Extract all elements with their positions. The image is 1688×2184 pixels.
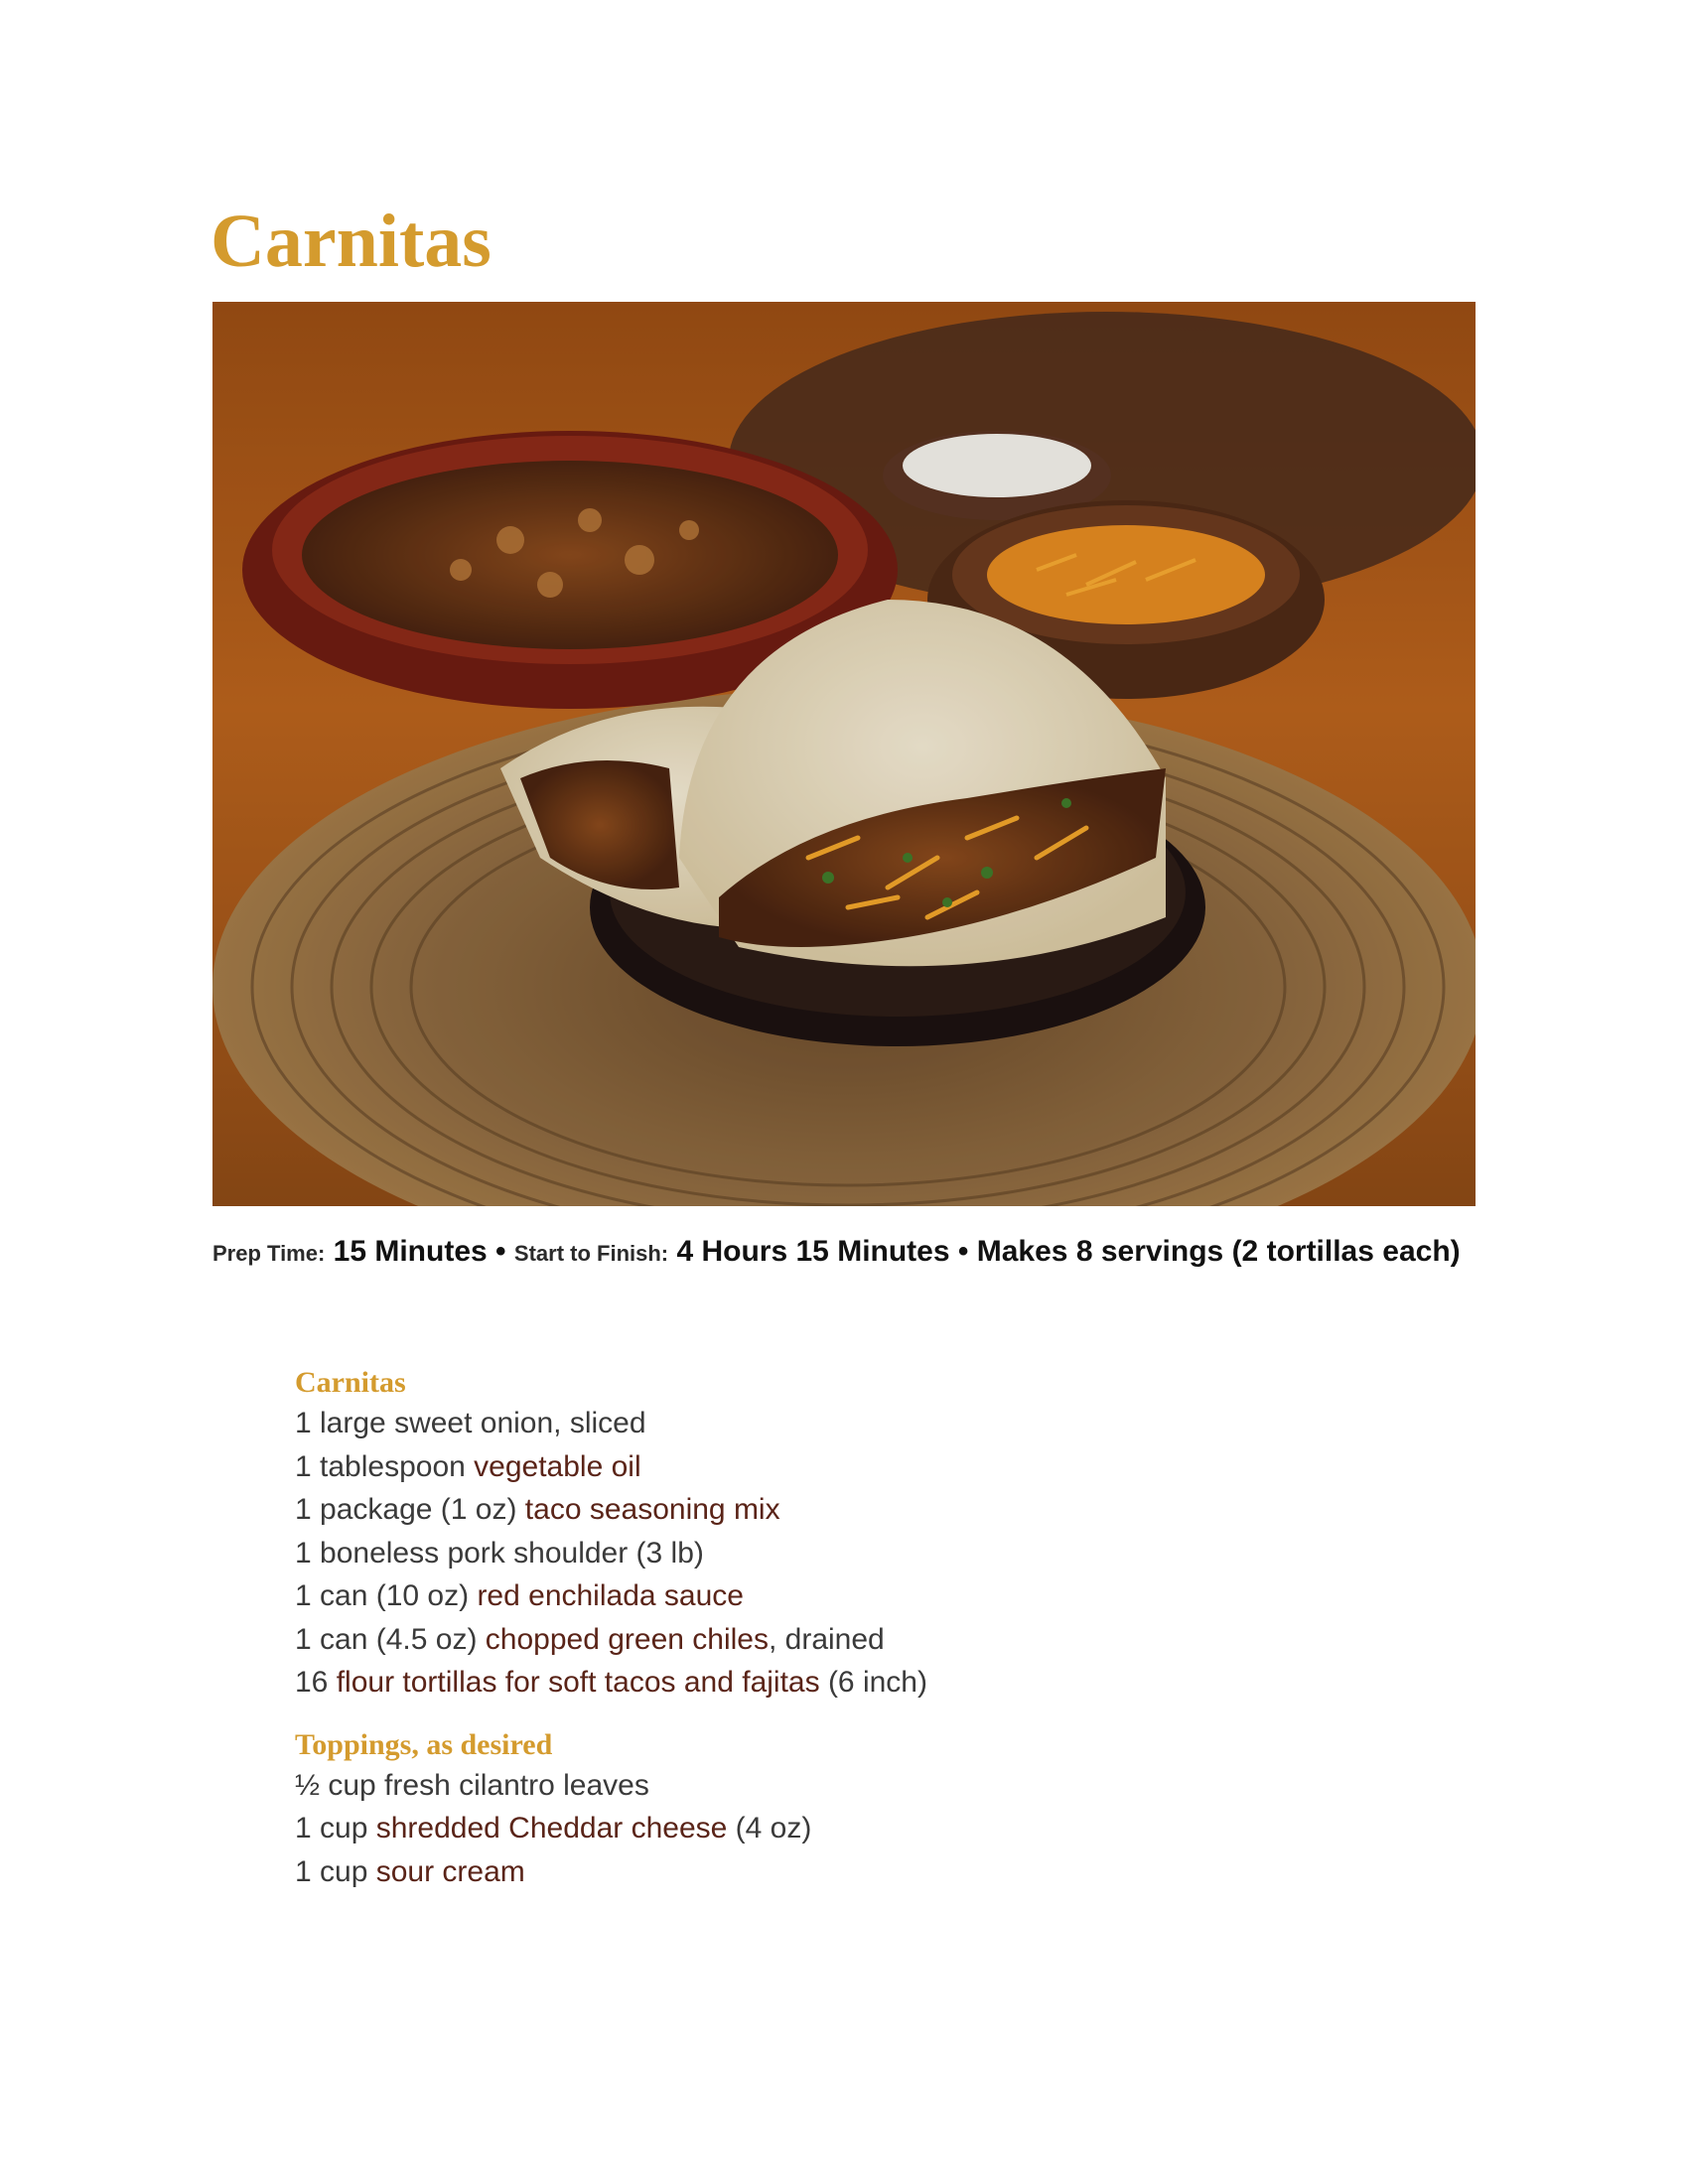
ingredient-list	[295, 1402, 1387, 1705]
recipe-meta	[212, 1229, 1493, 1277]
recipe-photo	[212, 302, 1476, 1206]
ingredient-item	[295, 1445, 1387, 1489]
ingredient-section-carnitas	[295, 1364, 1387, 1705]
ingredient-text: 1 tablespoon	[295, 1449, 475, 1483]
ingredient-link[interactable]: chopped green chiles	[485, 1622, 769, 1656]
ingredient-text: 1 large sweet onion, sliced	[295, 1407, 646, 1439]
ingredient-link[interactable]: shredded Cheddar cheese	[375, 1812, 728, 1844]
ingredient-item	[295, 1574, 1387, 1618]
section-heading: Carnitas	[295, 1366, 406, 1399]
ingredient-item	[295, 1618, 1387, 1662]
start-to-finish-label: Start to Finish:	[513, 1241, 669, 1266]
ingredient-section-toppings	[295, 1726, 1387, 1894]
ingredient-text: (4 oz)	[727, 1812, 812, 1844]
ingredient-text: 1 can (4.5 oz)	[295, 1622, 486, 1656]
ingredient-item	[295, 1850, 1387, 1894]
ingredient-text: , drained	[768, 1622, 885, 1656]
ingredient-text: 1 boneless pork shoulder (3 lb)	[295, 1536, 704, 1570]
ingredient-text: ½ cup fresh cilantro leaves	[295, 1768, 649, 1802]
meta-separator: •	[957, 1235, 969, 1268]
ingredient-item	[295, 1532, 1387, 1575]
ingredient-text: 1 cup	[295, 1812, 376, 1844]
ingredients	[295, 1364, 1387, 1915]
ingredient-link[interactable]: taco seasoning mix	[524, 1493, 780, 1526]
ingredient-link[interactable]: red enchilada sauce	[477, 1579, 744, 1612]
start-to-finish-value: 4 Hours 15 Minutes	[676, 1235, 950, 1268]
ingredient-text: 1 cup	[295, 1854, 376, 1888]
section-heading: Toppings, as desired	[295, 1727, 553, 1761]
servings: Makes 8 servings (2 tortillas each)	[976, 1235, 1461, 1268]
ingredient-text: (6 inch)	[819, 1666, 927, 1699]
meta-separator: •	[495, 1235, 506, 1268]
food-photo-icon	[212, 302, 1476, 1206]
ingredient-highlight: sour cream	[375, 1854, 525, 1888]
ingredient-text: 16	[295, 1666, 337, 1699]
ingredient-item	[295, 1402, 1387, 1445]
ingredient-text: 1 can (10 oz)	[295, 1579, 478, 1612]
ingredient-item	[295, 1764, 1387, 1808]
prep-time-label: Prep Time:	[212, 1241, 326, 1266]
ingredient-item	[295, 1488, 1387, 1532]
ingredient-text: 1 package (1 oz)	[295, 1493, 525, 1526]
ingredient-link[interactable]: flour tortillas for soft tacos and fajitas	[336, 1666, 820, 1699]
ingredient-link[interactable]: vegetable oil	[474, 1449, 641, 1483]
ingredient-item	[295, 1661, 1387, 1705]
ingredient-item	[295, 1807, 1387, 1850]
ingredient-list	[295, 1764, 1387, 1894]
prep-time-value: 15 Minutes	[333, 1235, 488, 1268]
page-title: Carnitas	[211, 200, 492, 283]
